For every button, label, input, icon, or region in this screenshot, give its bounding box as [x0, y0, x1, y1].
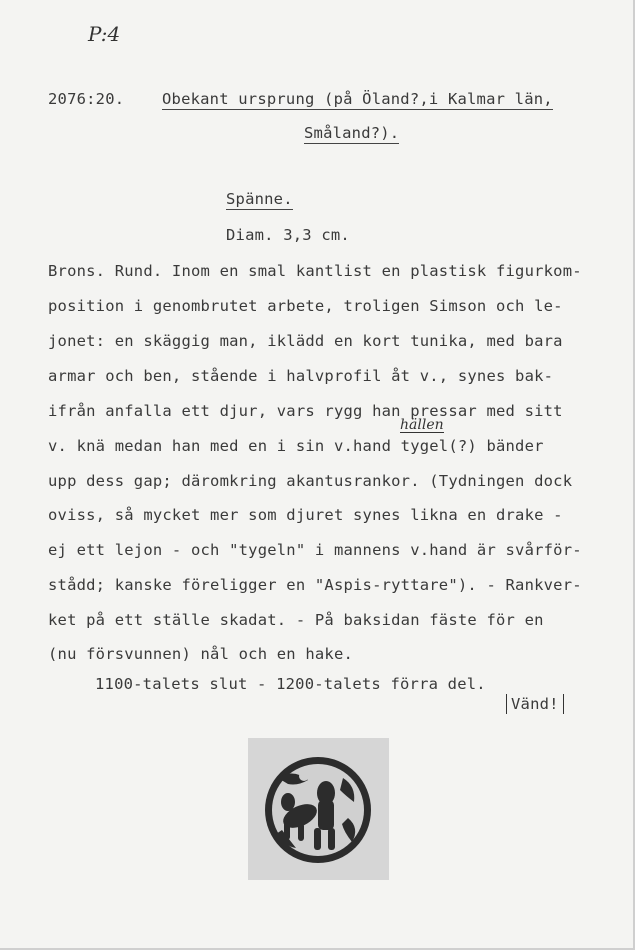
description-line: ej ett lejon - och "tygeln" i mannens v.hand är svårför-	[48, 541, 582, 559]
description-line: v. knä medan han med en i sin v.hand tygel(?) bänder	[48, 437, 544, 455]
turn-over-note: Vänd!	[506, 694, 564, 714]
handwritten-correction: hällen	[400, 417, 444, 433]
object-title: Spänne.	[226, 190, 293, 208]
dating: 1100-talets slut - 1200-talets förra del.	[95, 675, 486, 693]
description-line: stådd; kanske föreligger en "Aspis-ryttare"). - Rankver-	[48, 576, 582, 594]
page-mark: P:4	[88, 22, 121, 46]
description-line: (nu försvunnen) nål och en hake.	[48, 645, 354, 663]
brooch-image	[248, 738, 389, 880]
description-line: ket på ett ställe skadat. - På baksidan fäste för en	[48, 611, 544, 629]
catalog-number: 2076:20.	[48, 90, 125, 108]
description-line: upp dess gap; däromkring akantusrankor. (Tydningen dock	[48, 472, 573, 490]
diameter: Diam. 3,3 cm.	[226, 226, 350, 244]
description-line: armar och ben, stående i halvprofil åt v., synes bak-	[48, 367, 554, 385]
brooch-photo	[248, 738, 389, 880]
origin-line-1: Obekant ursprung (på Öland?,i Kalmar län,	[162, 90, 553, 108]
description-line: position i genombrutet arbete, troligen Simson och le-	[48, 297, 563, 315]
origin-line-2: Småland?).	[304, 124, 400, 142]
description-line: jonet: en skäggig man, iklädd en kort tunika, med bara	[48, 332, 563, 350]
description-line: ifrån anfalla ett djur, vars rygg han pressar med sitt	[48, 402, 563, 420]
description-line: Brons. Rund. Inom en smal kantlist en plastisk figurkom-	[48, 262, 582, 280]
description-line: oviss, så mycket mer som djuret synes likna en drake -	[48, 506, 563, 524]
